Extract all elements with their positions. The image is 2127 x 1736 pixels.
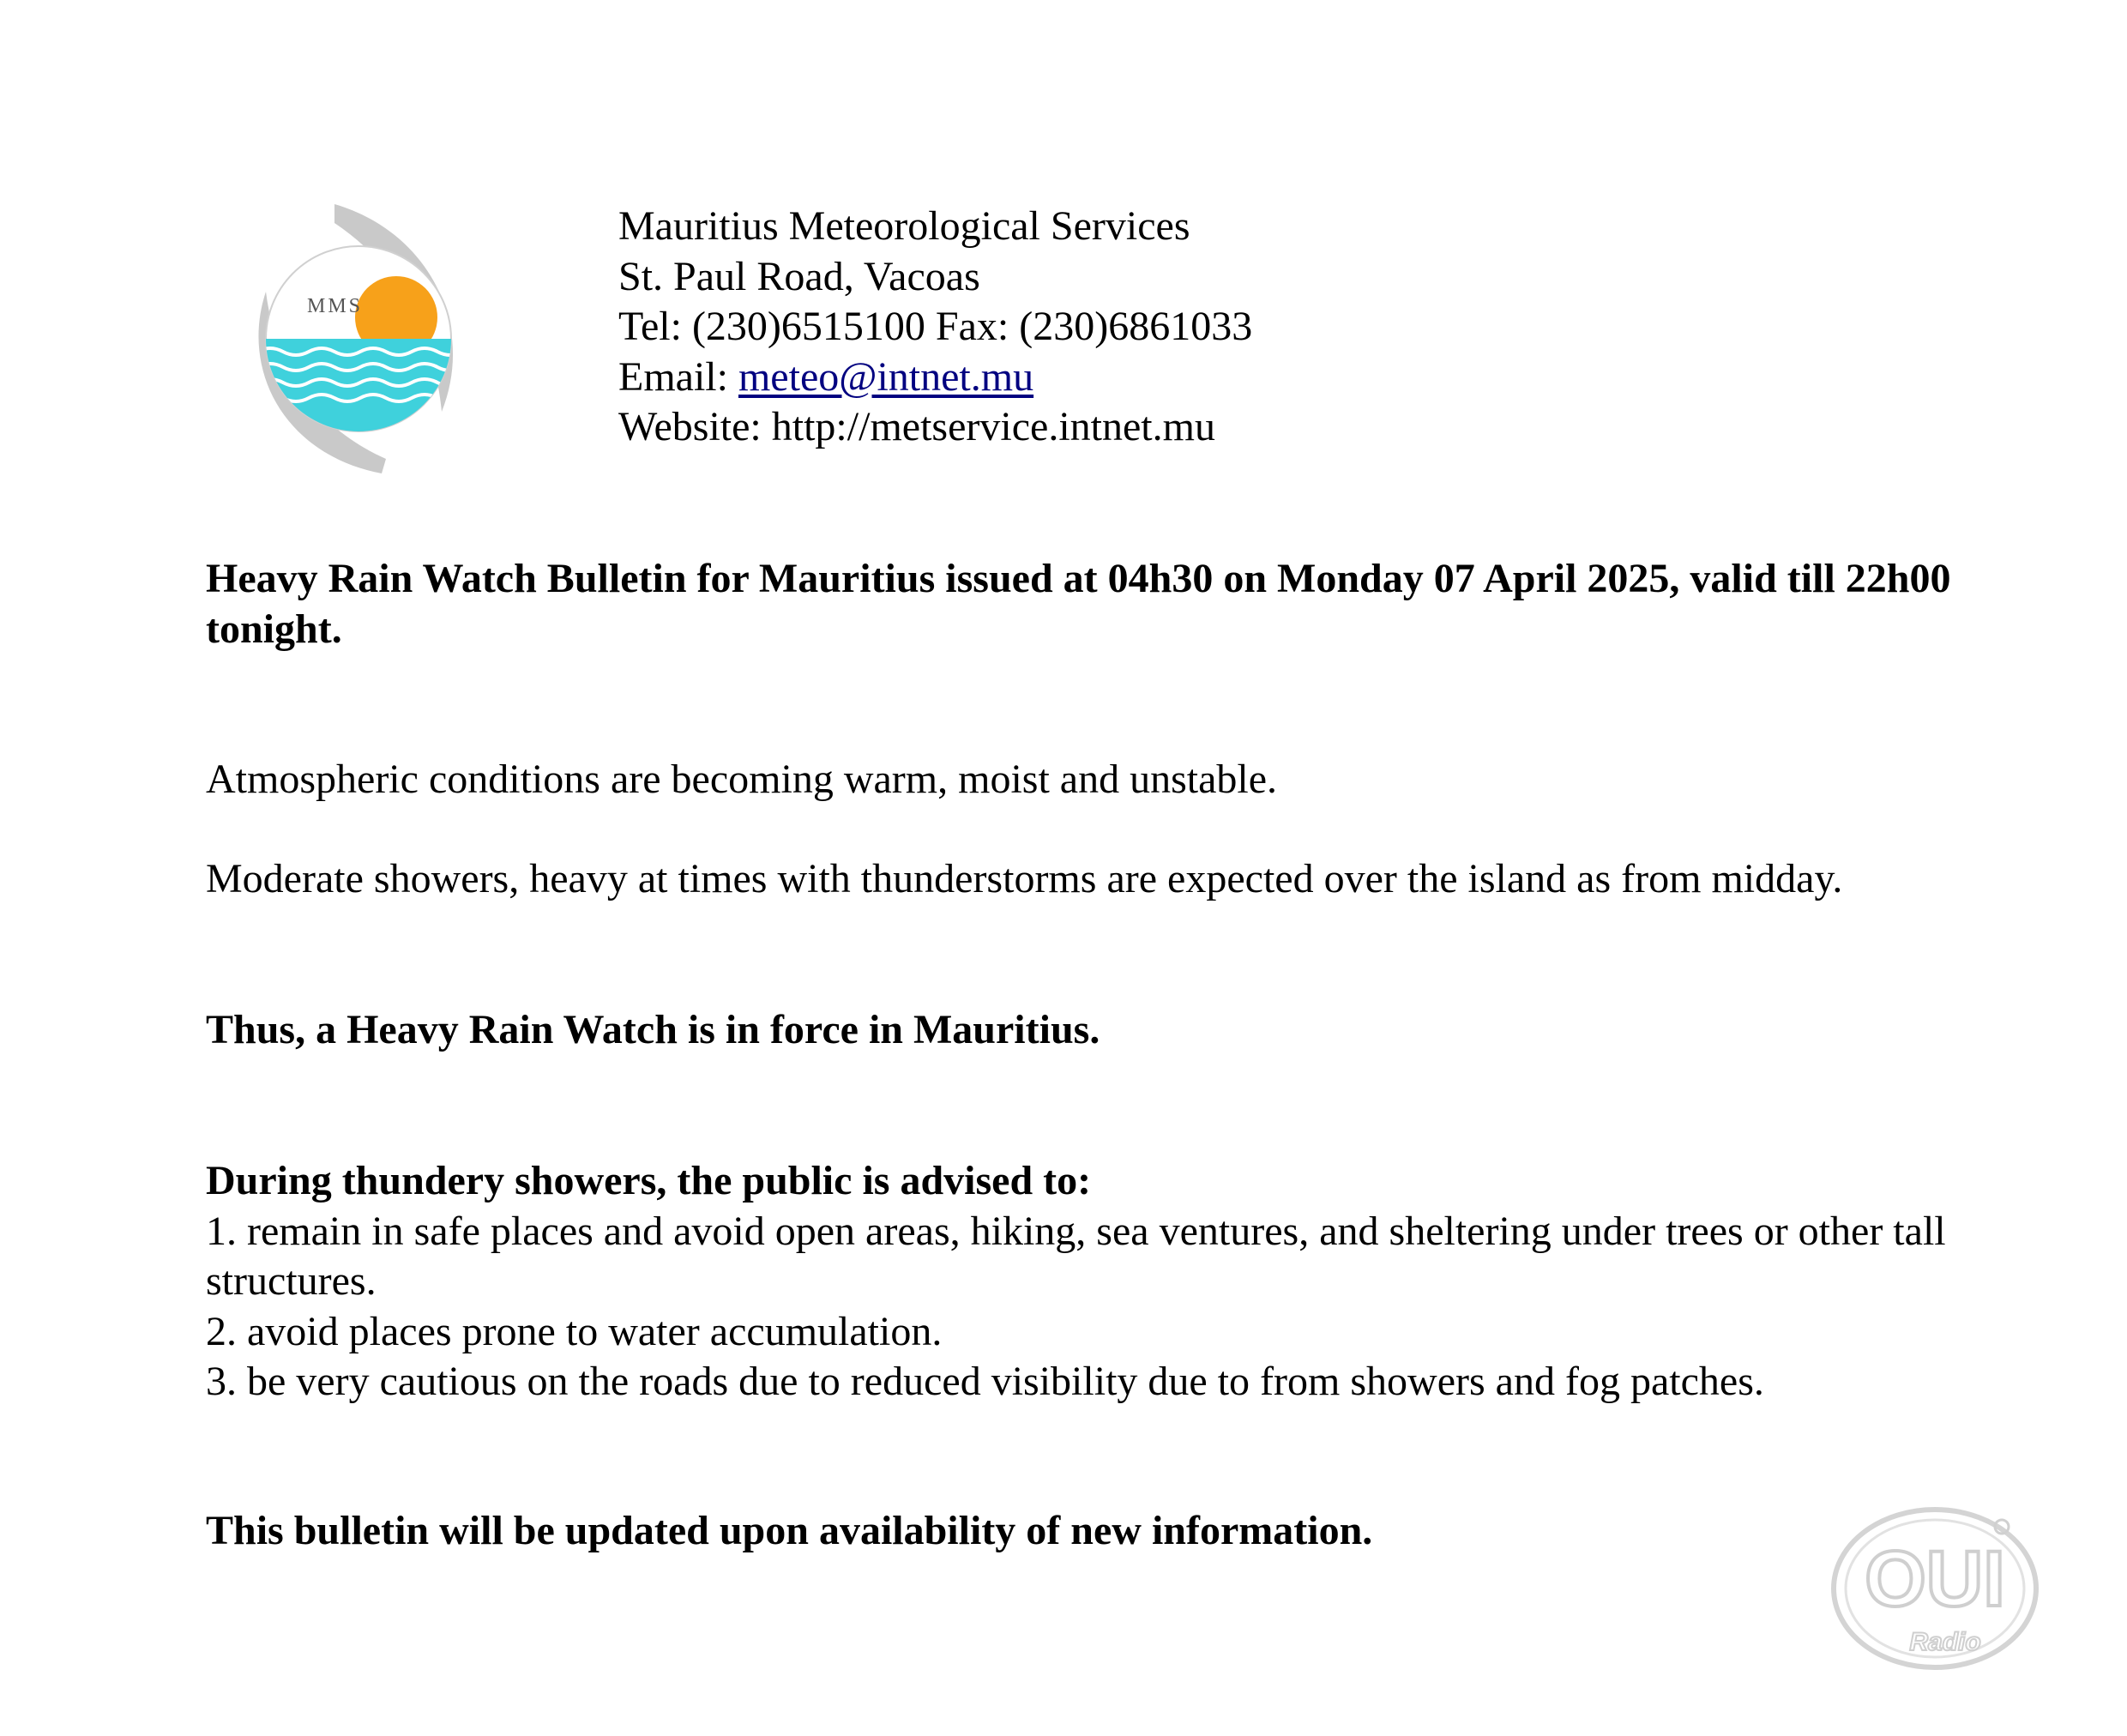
advice-item: 1. remain in safe places and avoid open areas, hiking, sea ventures, and sheltering under trees or other tall structures.	[206, 1208, 1946, 1304]
org-name: Mauritius Meteorological Services	[618, 203, 1190, 249]
org-email-line	[618, 353, 1252, 403]
watermark-main-text: OUI	[1865, 1535, 2005, 1623]
advice-item: 2. avoid places prone to water accumulation.	[206, 1308, 943, 1354]
advice-heading: During thundery showers, the public is advised to:	[206, 1158, 1092, 1203]
mms-logo	[249, 197, 472, 480]
contact-header	[618, 202, 1252, 453]
paragraph-conditions: Atmospheric conditions are becoming warm, moist and unstable.	[206, 756, 1278, 802]
advice-section	[206, 1156, 1964, 1407]
email-link[interactable]: meteo@intnet.mu	[738, 353, 1034, 400]
oui-radio-watermark	[1825, 1503, 2048, 1674]
mms-logo-text: MMS	[307, 295, 364, 317]
org-phone-fax: Tel: (230)6515100 Fax: (230)6861033	[618, 304, 1253, 349]
watermark-sub-text: Radio	[1909, 1628, 1981, 1656]
bulletin-title: Heavy Rain Watch Bulletin for Mauritius issued at 04h30 on Monday 07 April 2025, valid till 22h00 tonight.	[206, 556, 1951, 652]
email-label: Email:	[618, 353, 738, 400]
org-website: Website: http://metservice.intnet.mu	[618, 404, 1215, 449]
update-note: This bulletin will be updated upon availability of new information.	[206, 1508, 1373, 1553]
org-address: St. Paul Road, Vacoas	[618, 253, 980, 299]
watch-statement: Thus, a Heavy Rain Watch is in force in Mauritius.	[206, 1007, 1100, 1052]
paragraph-forecast: Moderate showers, heavy at times with thunderstorms are expected over the island as from midday.	[206, 856, 1843, 901]
advice-item: 3. be very cautious on the roads due to reduced visibility due to from showers and fog patches.	[206, 1359, 1764, 1404]
